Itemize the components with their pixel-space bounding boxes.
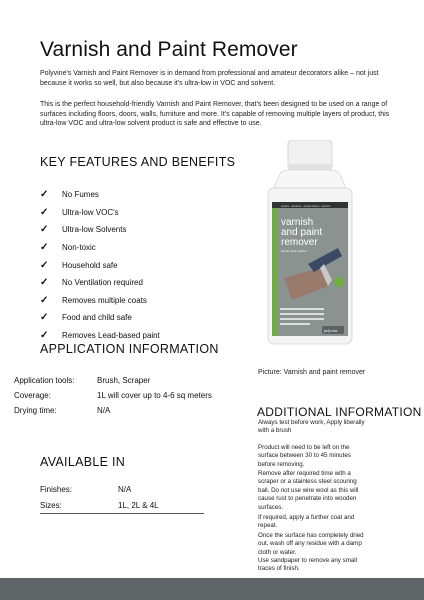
available-heading: AVAILABLE IN — [40, 455, 126, 469]
checkmark-icon: ✓ — [40, 224, 49, 236]
application-label: Application tools: — [14, 376, 75, 385]
footer-bar — [0, 578, 424, 600]
available-value: 1L, 2L & 4L — [118, 501, 159, 510]
checkmark-icon: ✓ — [40, 330, 49, 342]
checkmark-icon: ✓ — [40, 312, 49, 324]
checkmark-icon: ✓ — [40, 189, 49, 201]
available-label: Sizes: — [40, 501, 62, 510]
label-line: and paint — [281, 227, 323, 238]
application-value: Brush, Scraper — [97, 376, 151, 385]
page-title: Varnish and Paint Remover — [40, 38, 298, 61]
application-value: N/A — [97, 406, 111, 415]
application-heading: APPLICATION INFORMATION — [40, 342, 219, 356]
additional-paragraph: Product will need to be left on the surface between 30 to 45 minutes before removing. — [258, 444, 351, 468]
application-value: 1L will cover up to 4-6 sq meters — [97, 391, 212, 400]
application-label: Drying time: — [14, 406, 57, 415]
feature-item: ✓ Household safe — [40, 259, 118, 271]
checkmark-icon: ✓ — [40, 242, 49, 254]
product-bottle-image — [262, 140, 358, 346]
application-label: Coverage: — [14, 391, 51, 400]
feature-item: ✓ Removes multiple coats — [40, 294, 147, 306]
feature-item: ✓ Removes Lead-based paint — [40, 330, 160, 342]
additional-paragraph: Use sandpaper to remove any small traces of finish. — [258, 557, 358, 573]
additional-paragraph: If required, apply a further coat and repeat. — [258, 514, 355, 530]
key-features-heading: KEY FEATURES AND BENEFITS — [40, 155, 236, 169]
additional-paragraph: Remove after required time with a scraper or a stainless steel scouring ball. Do not use wire wool as this will cause rust to penetrate into wooden surfaces. — [258, 470, 359, 511]
available-label: Finishes: — [40, 485, 73, 494]
feature-item: ✓ Ultra-low VOC's — [40, 206, 119, 218]
additional-paragraph: Once the surface has completely dried out, wash off any residue with a damp cloth or water. — [258, 532, 364, 556]
checkmark-icon: ✓ — [40, 277, 49, 289]
checkmark-icon: ✓ — [40, 206, 49, 218]
additional-paragraph: Always test before work, Apply liberally with a brush — [258, 419, 365, 435]
label-line: varnish — [281, 217, 314, 228]
label-subtitle: interior and exterior — [281, 249, 307, 253]
feature-item: ✓ Food and child safe — [40, 312, 132, 324]
label-top-strip: acrylics · varnishes · window frames · interiors — [281, 205, 331, 208]
available-value: N/A — [118, 485, 132, 494]
feature-item: ✓ Non-toxic — [40, 242, 96, 254]
feature-item: ✓ No Fumes — [40, 189, 99, 201]
divider — [40, 513, 204, 514]
additional-heading: ADDITIONAL INFORMATION — [257, 405, 422, 419]
brand-logo: polyvine — [324, 328, 338, 333]
feature-item: ✓ Ultra-low Solvents — [40, 224, 127, 236]
image-caption: Picture: Varnish and paint remover — [258, 369, 366, 376]
checkmark-icon: ✓ — [40, 259, 49, 271]
label-line: remover — [281, 237, 318, 248]
key-features-list — [40, 186, 160, 344]
intro-paragraph-1: Polyvine's Varnish and Paint Remover is in demand from professional and amateur decorators alike – not just because it works so well, but also because it's ultra-low in VOC and solvent. — [40, 70, 379, 87]
checkmark-icon: ✓ — [40, 294, 49, 306]
feature-item: ✓ No Ventilation required — [40, 277, 143, 289]
intro-paragraph-2: This is the perfect household-friendly Varnish and Paint Remover, that's been designed to be used on a range of surfaces including floors, doors, walls, furniture and more. It's capable of removing multiple layers of product, this ultra-low VOC and ultra-low solvent product is safe and effective to use. — [40, 101, 390, 127]
